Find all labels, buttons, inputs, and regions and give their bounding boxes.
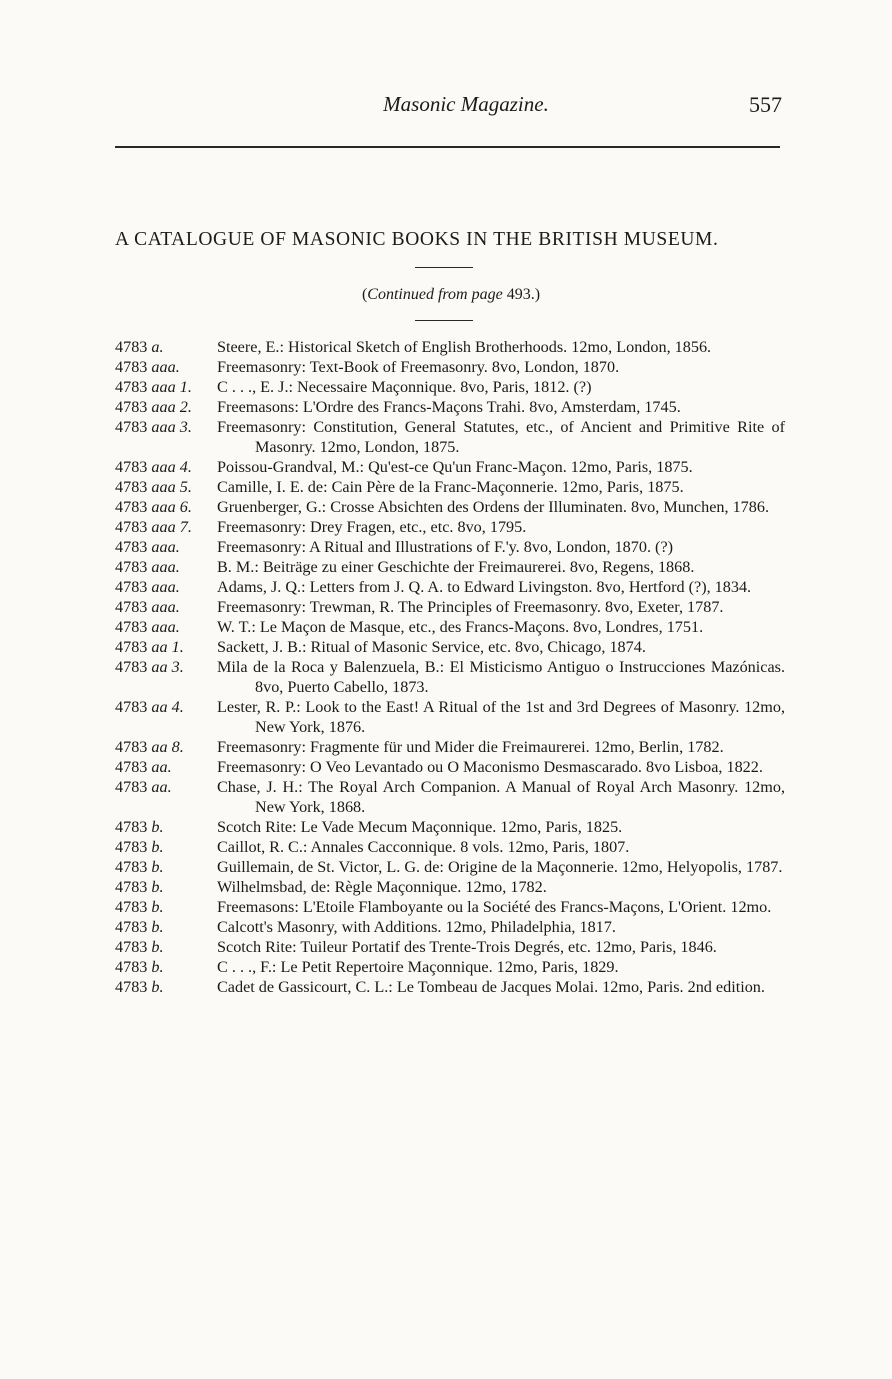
- entry-text: Gruenberger, G.: Crosse Absichten des Ordens der Illuminaten. 8vo, Munchen, 1786.: [217, 498, 770, 516]
- shelf-number: 4783: [115, 518, 152, 536]
- catalogue-entry: [115, 977, 785, 997]
- entry-text: Scotch Rite: Tuileur Portatif des Trente-Trois Degrés, etc. 12mo, Paris, 1846.: [217, 938, 717, 956]
- shelf-mark: [115, 417, 215, 437]
- shelf-suffix: aaa.: [151, 538, 180, 556]
- shelf-mark: [115, 857, 215, 877]
- catalogue-entry: [115, 897, 785, 917]
- shelf-suffix: aa 4.: [151, 698, 184, 716]
- catalogue-entry: [115, 377, 785, 397]
- catalogue-entry: [115, 417, 785, 457]
- shelf-number: 4783: [115, 738, 152, 756]
- shelf-number: 4783: [115, 358, 152, 376]
- shelf-suffix: aaa.: [151, 598, 180, 616]
- entry-text: Mila de la Roca y Balenzuela, B.: El Misticismo Antiguo o Instrucciones Mazónicas. 8vo, Puerto Cabello, 1873.: [217, 658, 785, 696]
- shelf-mark: [115, 337, 215, 357]
- shelf-suffix: aaa.: [151, 618, 180, 636]
- shelf-mark: [115, 537, 215, 557]
- shelf-suffix: b.: [151, 898, 164, 916]
- shelf-mark: [115, 637, 215, 657]
- page-number: 557: [749, 92, 782, 117]
- shelf-number: 4783: [115, 938, 152, 956]
- shelf-number: 4783: [115, 338, 152, 356]
- header-rule: [115, 146, 780, 148]
- catalogue-entry: [115, 617, 785, 637]
- entry-text: C . . ., F.: Le Petit Repertoire Maçonnique. 12mo, Paris, 1829.: [217, 958, 619, 976]
- shelf-number: 4783: [115, 378, 152, 396]
- entry-text: Freemasonry: A Ritual and Illustrations of F.'y. 8vo, London, 1870. (?): [217, 538, 674, 556]
- shelf-mark: [115, 977, 215, 997]
- shelf-mark: [115, 577, 215, 597]
- continued-note: [0, 286, 892, 304]
- catalogue-entry: [115, 657, 785, 697]
- shelf-number: 4783: [115, 458, 152, 476]
- continued-rule: [415, 320, 473, 321]
- shelf-suffix: b.: [151, 858, 164, 876]
- shelf-number: 4783: [115, 538, 152, 556]
- catalogue-entry: [115, 737, 785, 757]
- shelf-mark: [115, 397, 215, 417]
- running-head: [0, 92, 892, 122]
- entry-text: Freemasons: L'Ordre des Francs-Maçons Trahi. 8vo, Amsterdam, 1745.: [217, 398, 681, 416]
- catalogue-title: A CATALOGUE OF MASONIC BOOKS IN THE BRITISH MUSEUM.: [115, 229, 719, 250]
- catalogue-entry: [115, 857, 785, 877]
- entry-text: Wilhelmsbad, de: Règle Maçonnique. 12mo, 1782.: [217, 878, 547, 896]
- entry-text: Steere, E.: Historical Sketch of English Brotherhoods. 12mo, London, 1856.: [217, 338, 712, 356]
- shelf-suffix: aa 3.: [151, 658, 184, 676]
- catalogue-entry: [115, 397, 785, 417]
- catalogue-entry: [115, 877, 785, 897]
- shelf-mark: [115, 957, 215, 977]
- shelf-suffix: aaa 3.: [151, 418, 192, 436]
- shelf-suffix: aaa.: [151, 578, 180, 596]
- shelf-mark: [115, 517, 215, 537]
- shelf-suffix: aaa 6.: [151, 498, 192, 516]
- catalogue-entries: [115, 337, 785, 997]
- shelf-suffix: aaa.: [151, 558, 180, 576]
- shelf-number: 4783: [115, 638, 152, 656]
- catalogue-entry: [115, 597, 785, 617]
- shelf-number: 4783: [115, 698, 152, 716]
- continued-page: 493.): [502, 286, 541, 303]
- catalogue-entry: [115, 697, 785, 737]
- shelf-number: 4783: [115, 978, 152, 996]
- shelf-suffix: aa.: [151, 758, 172, 776]
- entry-text: Freemasonry: Trewman, R. The Principles of Freemasonry. 8vo, Exeter, 1787.: [217, 598, 724, 616]
- catalogue-entry: [115, 517, 785, 537]
- shelf-number: 4783: [115, 598, 152, 616]
- entry-text: Poissou-Grandval, M.: Qu'est-ce Qu'un Franc-Maçon. 12mo, Paris, 1875.: [217, 458, 693, 476]
- shelf-number: 4783: [115, 578, 152, 596]
- shelf-mark: [115, 597, 215, 617]
- shelf-number: 4783: [115, 898, 152, 916]
- shelf-number: 4783: [115, 658, 152, 676]
- shelf-suffix: b.: [151, 978, 164, 996]
- catalogue-entry: [115, 457, 785, 477]
- entry-text: Camille, I. E. de: Cain Père de la Franc-Maçonnerie. 12mo, Paris, 1875.: [217, 478, 684, 496]
- shelf-mark: [115, 357, 215, 377]
- catalogue-entry: [115, 837, 785, 857]
- catalogue-entry: [115, 917, 785, 937]
- shelf-mark: [115, 877, 215, 897]
- shelf-mark: [115, 817, 215, 837]
- continued-text: Continued from page: [367, 286, 503, 303]
- shelf-mark: [115, 897, 215, 917]
- catalogue-entry: [115, 537, 785, 557]
- shelf-mark: [115, 937, 215, 957]
- entry-text: Calcott's Masonry, with Additions. 12mo, Philadelphia, 1817.: [217, 918, 616, 936]
- shelf-suffix: b.: [151, 818, 164, 836]
- shelf-mark: [115, 697, 215, 717]
- shelf-suffix: aaa 5.: [151, 478, 192, 496]
- shelf-mark: [115, 557, 215, 577]
- shelf-suffix: b.: [151, 958, 164, 976]
- shelf-number: 4783: [115, 618, 152, 636]
- shelf-suffix: aa.: [151, 778, 172, 796]
- continued-open-paren: (: [361, 286, 368, 303]
- catalogue-entry: [115, 577, 785, 597]
- shelf-mark: [115, 837, 215, 857]
- entry-text: Freemasonry: Constitution, General Statutes, etc., of Ancient and Primitive Rite of Masonry. 12mo, London, 1875.: [217, 418, 785, 456]
- catalogue-entry: [115, 937, 785, 957]
- entry-text: Caillot, R. C.: Annales Cacconnique. 8 vols. 12mo, Paris, 1807.: [217, 838, 630, 856]
- shelf-number: 4783: [115, 778, 152, 796]
- shelf-suffix: aa 8.: [151, 738, 184, 756]
- catalogue-entry: [115, 777, 785, 817]
- shelf-mark: [115, 757, 215, 777]
- entry-text: B. M.: Beiträge zu einer Geschichte der Freimaurerei. 8vo, Regens, 1868.: [217, 558, 695, 576]
- shelf-number: 4783: [115, 758, 152, 776]
- entry-text: C . . ., E. J.: Necessaire Maçonnique. 8vo, Paris, 1812. (?): [217, 378, 592, 396]
- entry-text: Lester, R. P.: Look to the East! A Ritual of the 1st and 3rd Degrees of Masonry. 12mo, New York, 1876.: [217, 698, 785, 736]
- shelf-number: 4783: [115, 478, 152, 496]
- shelf-suffix: aaa 7.: [151, 518, 192, 536]
- entry-text: Freemasonry: O Veo Levantado ou O Maconismo Desmascarado. 8vo Lisboa, 1822.: [217, 758, 763, 776]
- entry-text: Guillemain, de St. Victor, L. G. de: Origine de la Maçonnerie. 12mo, Helyopolis, 1787.: [217, 858, 783, 876]
- catalogue-entry: [115, 817, 785, 837]
- shelf-suffix: aaa 2.: [151, 398, 192, 416]
- catalogue-entry: [115, 957, 785, 977]
- shelf-mark: [115, 377, 215, 397]
- catalogue-entry: [115, 637, 785, 657]
- catalogue-entry: [115, 337, 785, 357]
- shelf-suffix: aaa.: [151, 358, 180, 376]
- running-title: Masonic Magazine.: [383, 92, 549, 116]
- shelf-mark: [115, 477, 215, 497]
- shelf-suffix: b.: [151, 938, 164, 956]
- entry-text: Adams, J. Q.: Letters from J. Q. A. to Edward Livingston. 8vo, Hertford (?), 1834.: [217, 578, 752, 596]
- entry-text: W. T.: Le Maçon de Masque, etc., des Francs-Maçons. 8vo, Londres, 1751.: [217, 618, 704, 636]
- shelf-suffix: b.: [151, 838, 164, 856]
- shelf-number: 4783: [115, 418, 152, 436]
- shelf-number: 4783: [115, 958, 152, 976]
- catalogue-entry: [115, 497, 785, 517]
- shelf-suffix: aa 1.: [151, 638, 184, 656]
- entry-text: Freemasonry: Drey Fragen, etc., etc. 8vo, 1795.: [217, 518, 527, 536]
- entry-text: Cadet de Gassicourt, C. L.: Le Tombeau de Jacques Molai. 12mo, Paris. 2nd edition.: [217, 978, 765, 996]
- entry-text: Freemasonry: Fragmente für und Mider die Freimaurerei. 12mo, Berlin, 1782.: [217, 738, 724, 756]
- shelf-mark: [115, 457, 215, 477]
- shelf-suffix: a.: [151, 338, 164, 356]
- shelf-number: 4783: [115, 498, 152, 516]
- shelf-number: 4783: [115, 858, 152, 876]
- entry-text: Sackett, J. B.: Ritual of Masonic Service, etc. 8vo, Chicago, 1874.: [217, 638, 646, 656]
- catalogue-entry: [115, 357, 785, 377]
- shelf-mark: [115, 777, 215, 797]
- shelf-suffix: aaa 4.: [151, 458, 192, 476]
- entry-text: Scotch Rite: Le Vade Mecum Maçonnique. 12mo, Paris, 1825.: [217, 818, 623, 836]
- shelf-mark: [115, 497, 215, 517]
- shelf-number: 4783: [115, 838, 152, 856]
- entry-text: Chase, J. H.: The Royal Arch Companion. A Manual of Royal Arch Masonry. 12mo, New York, 1868.: [217, 778, 785, 816]
- entry-text: Freemasons: L'Etoile Flamboyante ou la Société des Francs-Maçons, L'Orient. 12mo.: [217, 898, 772, 916]
- shelf-suffix: b.: [151, 878, 164, 896]
- catalogue-entry: [115, 757, 785, 777]
- shelf-mark: [115, 657, 215, 677]
- shelf-mark: [115, 917, 215, 937]
- catalogue-entry: [115, 477, 785, 497]
- shelf-suffix: b.: [151, 918, 164, 936]
- shelf-mark: [115, 737, 215, 757]
- shelf-number: 4783: [115, 878, 152, 896]
- shelf-number: 4783: [115, 818, 152, 836]
- shelf-mark: [115, 617, 215, 637]
- shelf-number: 4783: [115, 398, 152, 416]
- shelf-number: 4783: [115, 558, 152, 576]
- title-rule: [415, 267, 473, 268]
- catalogue-entry: [115, 557, 785, 577]
- shelf-number: 4783: [115, 918, 152, 936]
- entry-text: Freemasonry: Text-Book of Freemasonry. 8vo, London, 1870.: [217, 358, 620, 376]
- shelf-suffix: aaa 1.: [151, 378, 192, 396]
